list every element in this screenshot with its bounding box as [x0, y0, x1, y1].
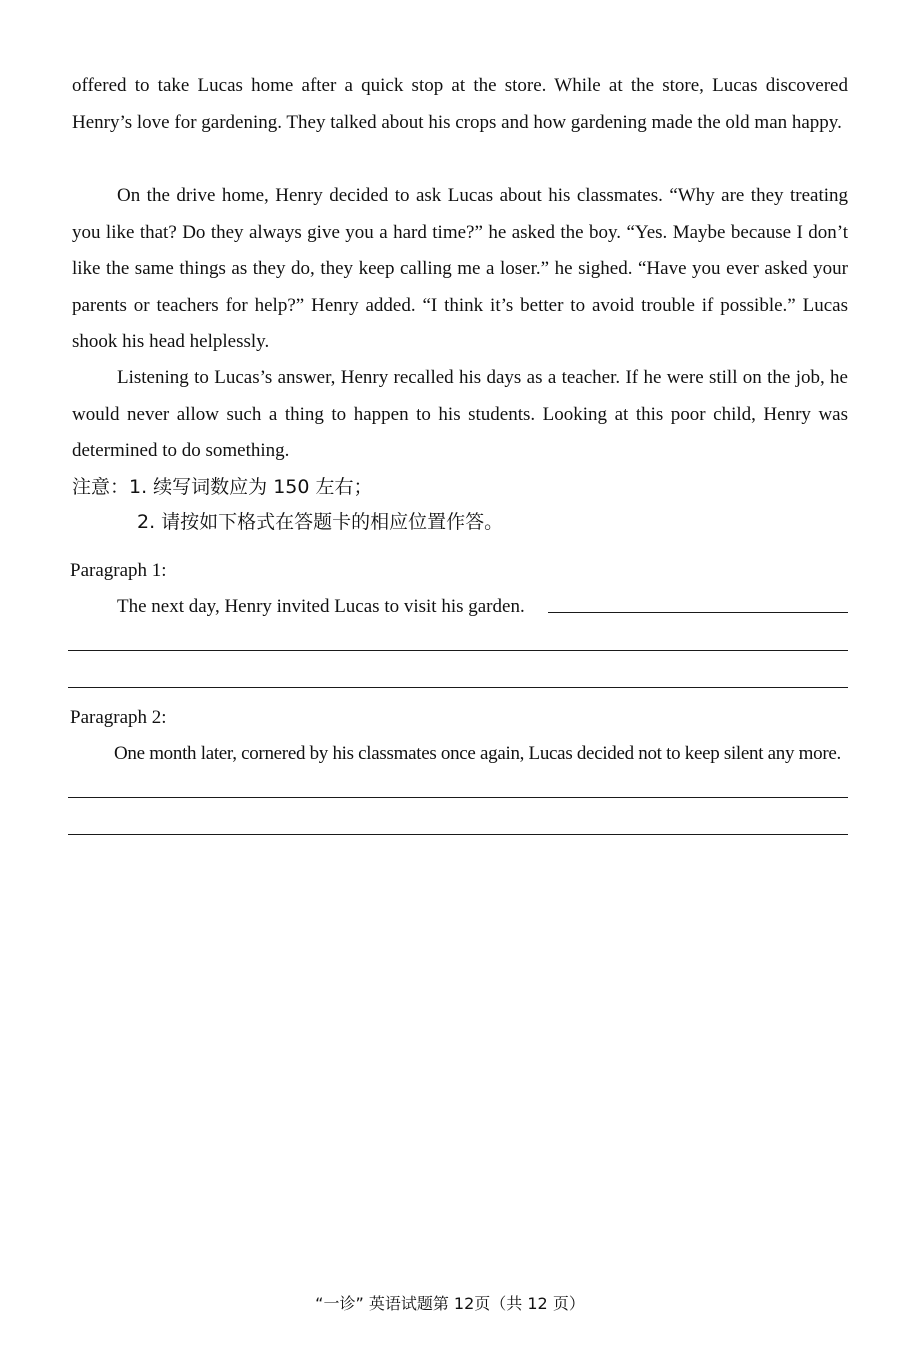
- instruction-note-2: 2. 请按如下格式在答题卡的相应位置作答。: [137, 511, 504, 533]
- paragraph-1-label: Paragraph 1:: [70, 560, 167, 581]
- paragraph-2-label: Paragraph 2:: [70, 707, 167, 728]
- passage-paragraph-1: offered to take Lucas home after a quick stop at the store. While at the store, Lucas discovered Henry’s love for gardening. They talked about his crops and how gardening made the old man happy.: [72, 75, 848, 133]
- answer-line: [68, 834, 848, 835]
- answer-line: [68, 797, 848, 798]
- answer-line: [548, 612, 848, 613]
- passage-paragraph-3: Listening to Lucas’s answer, Henry recalled his days as a teacher. If he were still on the job, he would never allow such a thing to happen to his students. Looking at this poor child, Henry was determined to do something.: [72, 367, 848, 461]
- answer-line: [68, 687, 848, 688]
- page-footer: “一诊” 英语试题第 12页（共 12 页）: [315, 1294, 585, 1313]
- instruction-note-1: 注意：1. 续写词数应为 150 左右；: [72, 476, 373, 498]
- paragraph-1-starter: The next day, Henry invited Lucas to visit his garden.: [117, 596, 525, 617]
- answer-line: [68, 650, 848, 651]
- paragraph-2-starter: One month later, cornered by his classmates once again, Lucas decided not to keep silent any more.: [114, 743, 841, 764]
- passage-paragraph-2: On the drive home, Henry decided to ask Lucas about his classmates. “Why are they treating you like that? Do they always give you a hard time?” he asked the boy. “Yes. Maybe because I don’t like the same things as they do, they keep calling me a loser.” he sighed. “Have you ever asked your parents or teachers for help?” Henry added. “I think it’s better to avoid trouble if possible.” Lucas shook his head helplessly.: [72, 185, 848, 352]
